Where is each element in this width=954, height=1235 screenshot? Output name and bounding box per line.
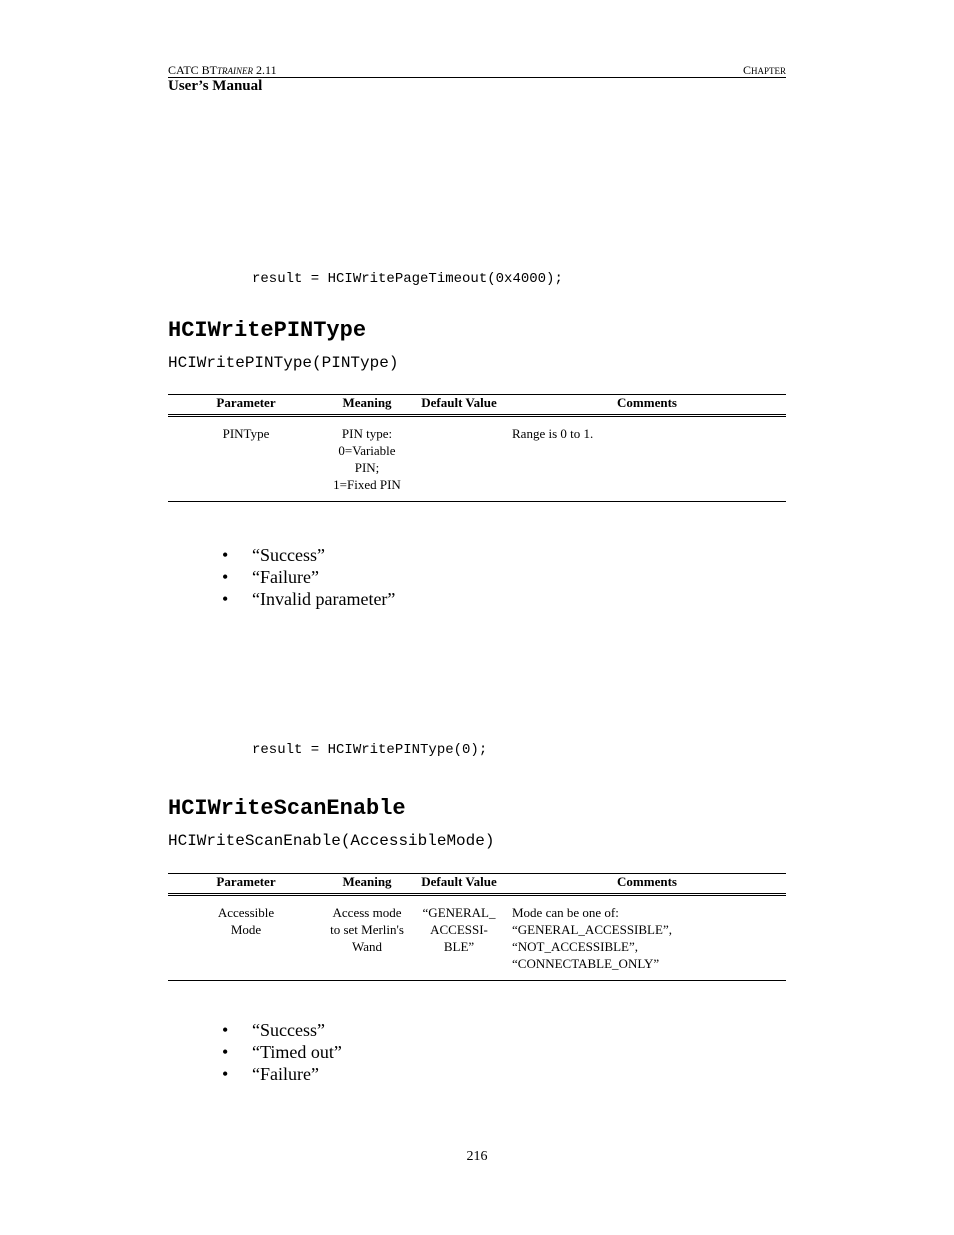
list-item: • “Invalid parameter”: [222, 588, 395, 610]
list-item: • “Success”: [222, 544, 395, 566]
table-row: [168, 895, 786, 981]
cell-meaning: [324, 895, 410, 981]
col-header-default-value: Default Value: [421, 395, 497, 410]
cell-line: Range is 0 to 1.: [512, 426, 594, 441]
cell-default-value: [410, 416, 508, 502]
col-header-parameter: Parameter: [216, 395, 276, 410]
function-signature-write-pin-type: HCIWritePINType(PINType): [168, 354, 399, 372]
cell-default-value: [410, 895, 508, 981]
parameter-table-write-pin-type: [168, 394, 786, 502]
cell-meaning: [324, 416, 410, 502]
cell-comments: [508, 895, 786, 981]
col-header-meaning: Meaning: [342, 874, 392, 889]
table-header-row: [168, 395, 786, 416]
cell-line: PIN;: [354, 460, 380, 475]
list-item: • “Timed out”: [222, 1041, 342, 1063]
cell-line: to set Merlin's: [330, 922, 404, 937]
cell-line: PIN type:: [341, 426, 393, 441]
col-header-meaning: Meaning: [342, 395, 392, 410]
col-header-default-value: Default Value: [421, 874, 497, 889]
list-item: • “Success”: [222, 1019, 342, 1041]
cell-line: Mode can be one of:: [512, 905, 619, 920]
cell-line: “GENERAL_: [422, 905, 496, 920]
cell-line: 1=Fixed PIN: [333, 477, 401, 492]
cell-line: Wand: [352, 939, 382, 954]
table-header-row: [168, 874, 786, 895]
running-header-chapter: CHAPTER: [742, 63, 786, 77]
cell-line: ACCESSI-: [430, 922, 488, 937]
cell-line: Access mode: [332, 905, 402, 920]
cell-line: “NOT_ACCESSIBLE”,: [512, 939, 639, 954]
col-header-comments: Comments: [617, 395, 677, 410]
return-values-write-pin-type: [222, 544, 395, 610]
cell-comments: [508, 416, 786, 502]
return-values-write-scan-enable: [222, 1019, 342, 1085]
cell-parameter: PINType: [222, 426, 270, 441]
page-number: 216: [466, 1149, 488, 1164]
cell-line: “GENERAL_ACCESSIBLE”,: [512, 922, 672, 937]
parameter-table-write-scan-enable: [168, 873, 786, 981]
running-header-manual: User’s Manual: [168, 78, 263, 94]
list-item: • “Failure”: [222, 1063, 342, 1085]
cell-line: “CONNECTABLE_ONLY”: [512, 956, 660, 971]
cell-parameter: [168, 895, 324, 981]
col-header-parameter: Parameter: [216, 874, 276, 889]
cell-line: BLE”: [443, 939, 475, 954]
example-code-page-timeout: result = HCIWritePageTimeout(0x4000);: [252, 271, 563, 287]
section-title-write-scan-enable: HCIWriteScanEnable: [168, 796, 406, 821]
col-header-comments: Comments: [617, 874, 677, 889]
cell-line: 0=Variable: [338, 443, 396, 458]
table-row: [168, 416, 786, 502]
cell-line: Mode: [230, 922, 262, 937]
function-signature-write-scan-enable: HCIWriteScanEnable(AccessibleMode): [168, 832, 495, 850]
list-item: • “Failure”: [222, 566, 395, 588]
example-code-write-pin-type: result = HCIWritePINType(0);: [252, 742, 488, 758]
running-header-product: CATC BTTRAINER 2.11: [168, 63, 277, 77]
cell-line: Accessible: [217, 905, 275, 920]
section-title-write-pin-type: HCIWritePINType: [168, 318, 367, 343]
